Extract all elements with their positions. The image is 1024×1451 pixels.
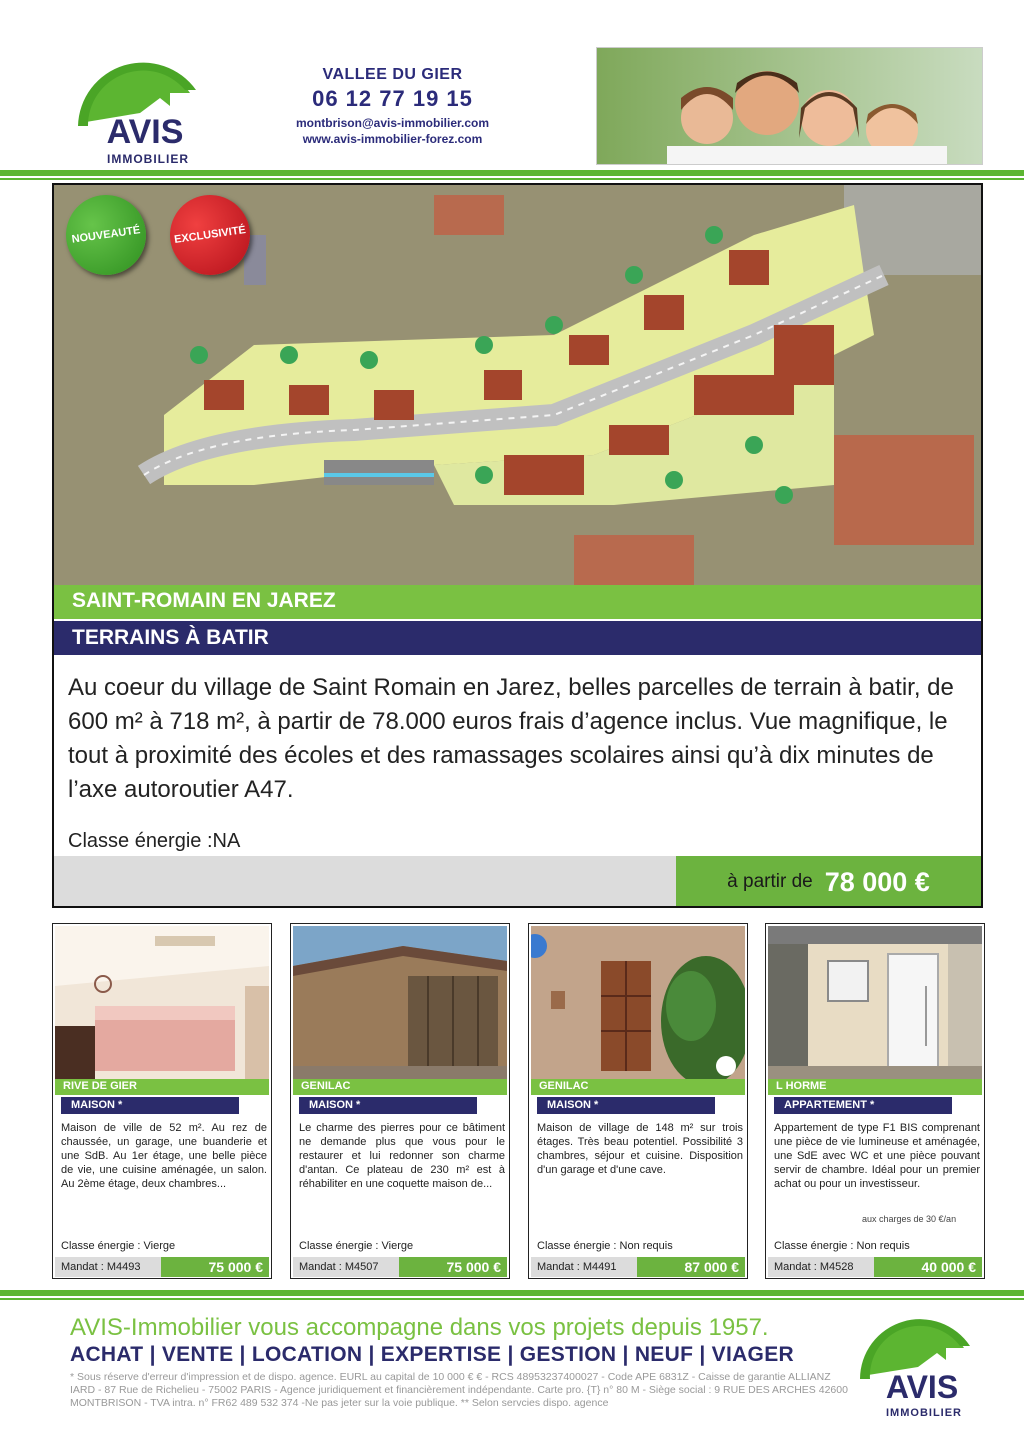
- energy-class: Classe énergie : Vierge: [299, 1240, 414, 1252]
- listing-city: GENILAC: [293, 1079, 507, 1095]
- energy-class: Classe énergie : Vierge: [61, 1240, 176, 1252]
- energy-class: Classe énergie : Non requis: [537, 1240, 673, 1252]
- agency-website[interactable]: www.avis-immobilier-forez.com: [302, 132, 483, 146]
- svg-text:AVIS: AVIS: [106, 113, 184, 151]
- listing-type: APPARTEMENT *: [774, 1097, 952, 1114]
- listing-card[interactable]: [290, 923, 510, 1279]
- listing-city: GENILAC: [531, 1079, 745, 1095]
- listing-price: 40 000 €: [874, 1257, 982, 1277]
- listing-photo: [768, 926, 982, 1080]
- listing-type: MAISON *: [299, 1097, 477, 1114]
- avis-logo: [70, 48, 220, 168]
- svg-text:AVIS: AVIS: [885, 1369, 959, 1405]
- energy-class: Classe énergie :NA: [68, 830, 241, 852]
- listing-price: 75 000 €: [161, 1257, 269, 1277]
- listing-text: Maison de ville de 52 m². Au rez de chaussée, un garage, une buanderie et une SdB. Au 1er étage, une belle pièce de vie, une cuisine aménagée, un salon. Au 2ème étage, deux chambres...: [61, 1122, 267, 1190]
- listing-type: MAISON *: [537, 1097, 715, 1114]
- agency-region: VALLEE DU GIER: [322, 66, 463, 83]
- listing-city: L HORME: [768, 1079, 982, 1095]
- footer-services: ACHAT | VENTE | LOCATION | EXPERTISE | GESTION | NEUF | VIAGER: [70, 1343, 794, 1366]
- featured-listing[interactable]: [52, 183, 983, 908]
- footer-legal: * Sous réserve d'erreur d'impression et de dispo. agence. EURL au capital de 10 000 € € - RCS 489532374000​27 - Code APE 6831Z - Caisse de garantie ALLIANZ IARD - 87 Rue de Richelieu - 75002 PARIS - Agence juridiquement et financièrement indépendante. Carte pro. {T} n° 80 M - Siège social : 9 RUE DES ARCHES 42600 MONTBRISON - TVA intra. n° FR62 489 532 374 -Ne pas jeter sur la voie publique. ** Selon servcies dispo. agence: [70, 1371, 848, 1409]
- agency-email[interactable]: montbrison@avis-immobilier.com: [295, 116, 490, 130]
- listing-photo: [55, 926, 269, 1080]
- avis-logo-footer: [852, 1308, 992, 1420]
- mandate-number: Mandat : M4493: [55, 1257, 269, 1277]
- header-divider: [0, 170, 1024, 176]
- listing-type: MAISON *: [61, 1097, 239, 1114]
- listing-price: 75 000 €: [399, 1257, 507, 1277]
- listing-price: 87 000 €: [637, 1257, 745, 1277]
- energy-class: Classe énergie : Non requis: [774, 1240, 910, 1252]
- listing-text: Maison de village de 148 m² sur trois étages. Très beau potentiel. Possibilité 3 chambres, séjour et cuisine. Disposition d'un garage et d'une cave.: [537, 1122, 743, 1176]
- listing-description: Au coeur du village de Saint Romain en Jarez, belles parcelles de terrain à batir, de 600 m² à 718 m², à partir de 78.000 euros frais d’agence inclus. Vue magnifique, le tout à proximité des écoles et des ramassages scolaires ainsi qu’à dix minutes de l’axe autoroutier A47.: [68, 674, 954, 803]
- mandate-number: Mandat : M4491: [531, 1257, 745, 1277]
- listing-text: Le charme des pierres pour ce bâtiment ne demande plus que vous pour le restaurer et lui redonner son charme d'antan. Ce plateau de 230 m² est à réhabiliter en une coquette maison de...: [299, 1122, 505, 1190]
- listing-type: TERRAINS À BATIR: [54, 621, 981, 655]
- svg-text:IMMOBILIER: IMMOBILIER: [107, 152, 189, 166]
- footer-divider: [0, 1290, 1024, 1296]
- footer-divider-thin: [0, 1298, 1024, 1300]
- listing-card[interactable]: [52, 923, 272, 1279]
- listing-city: RIVE DE GIER: [55, 1079, 269, 1095]
- header-divider-thin: [0, 178, 1024, 180]
- listing-photo: [531, 926, 745, 1080]
- listing-text: Appartement de type F1 BIS comprenant une pièce de vie lumineuse et aménagée, une SdE avec WC et une pièce pouvant servir de chambre. Idéal pour un premier achat ou pour un investisseur.: [774, 1122, 980, 1190]
- listing-photo: [293, 926, 507, 1080]
- listing-card[interactable]: [765, 923, 985, 1279]
- charges-note: aux charges de 30 €/an: [862, 1214, 957, 1224]
- family-photo: [596, 47, 983, 165]
- agency-phone[interactable]: 06 12 77 19 15: [312, 86, 473, 111]
- price-value: 78 000 €: [824, 866, 930, 897]
- svg-text:IMMOBILIER: IMMOBILIER: [886, 1407, 962, 1419]
- listing-price: [676, 856, 981, 908]
- listing-location: SAINT-ROMAIN EN JAREZ: [54, 585, 981, 619]
- mandate-number: Mandat : M4507: [293, 1257, 507, 1277]
- price-prefix: à partir de: [727, 871, 813, 892]
- new-listing-badge: NOUVEAUTÉ: [61, 190, 151, 280]
- listing-card[interactable]: [528, 923, 748, 1279]
- exclusive-badge: EXCLUSIVITÉ: [165, 190, 255, 280]
- agency-contact: [270, 66, 515, 146]
- mandate-number: Mandat : M4528: [768, 1257, 982, 1277]
- footer-tagline: AVIS-Immobilier vous accompagne dans vos projets depuis 1957.: [70, 1314, 769, 1341]
